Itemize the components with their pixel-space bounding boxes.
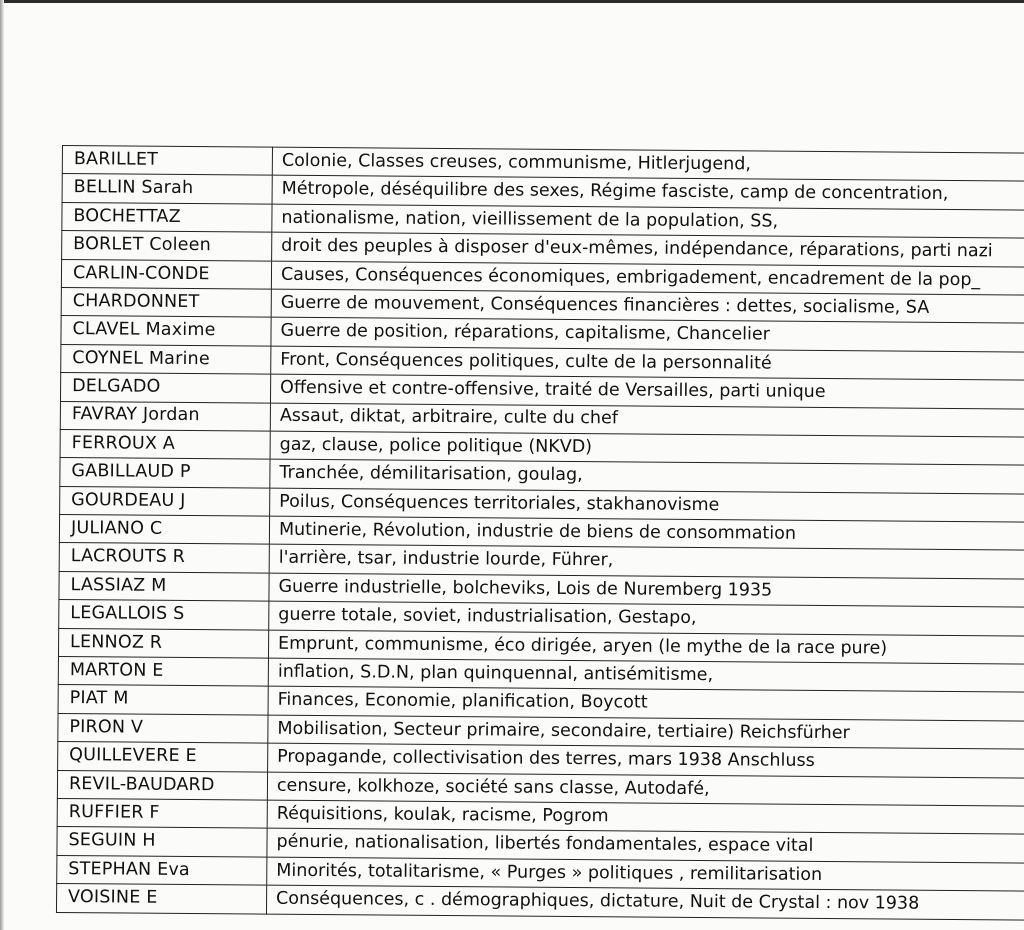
vocabulary-terms-cell: censure, kolkhoze, société sans classe, Autodafé, [267, 772, 1024, 806]
student-name-cell: CARLIN-CONDE [61, 259, 271, 289]
student-name-cell: QUILLEVERE E [58, 742, 268, 772]
student-name-cell: LENNOZ R [58, 628, 268, 658]
vocabulary-terms-cell: droit des peuples à disposer d'eux-mêmes, indépendance, réparations, parti nazi [272, 232, 1024, 266]
vocabulary-terms-cell: Mutinerie, Révolution, industrie de biens de consommation [269, 516, 1024, 550]
vocabulary-terms-cell: Causes, Conséquences économiques, embrigadement, encadrement de la pop_ [271, 261, 1024, 295]
vocabulary-terms-cell: Poilus, Conséquences territoriales, stakhanovisme [270, 488, 1024, 522]
student-name-cell: FERROUX A [60, 429, 270, 459]
student-name-cell: COYNEL Marine [61, 344, 271, 374]
student-name-cell: FAVRAY Jordan [60, 401, 270, 431]
vocabulary-terms-cell: l'arrière, tsar, industrie lourde, Führer, [269, 545, 1024, 579]
vocabulary-terms-cell: Guerre de mouvement, Conséquences financières : dettes, socialisme, SA [271, 289, 1024, 323]
scan-left-edge [0, 0, 4, 930]
student-name-cell: CLAVEL Maxime [61, 316, 271, 346]
student-name-cell: DELGADO [60, 373, 270, 403]
vocabulary-terms-cell: guerre totale, soviet, industrialisation, Gestapo, [269, 601, 1024, 635]
vocabulary-terms-cell: pénurie, nationalisation, libertés fondamentales, espace vital [267, 829, 1024, 863]
student-name-cell: BARILLET [62, 146, 272, 176]
vocabulary-terms-cell: Réquisitions, koulak, racisme, Pogrom [267, 800, 1024, 834]
vocabulary-terms-cell: Tranchée, démilitarisation, goulag, [270, 459, 1024, 493]
student-name-cell: PIRON V [58, 713, 268, 743]
vocabulary-terms-cell: Métropole, déséquilibre des sexes, Régime fasciste, camp de concentration, [272, 176, 1024, 210]
student-name-cell: JULIANO C [59, 515, 269, 545]
vocabulary-terms-cell: inflation, S.D.N, plan quinquennal, antisémitisme, [268, 658, 1024, 692]
student-name-cell: LACROUTS R [59, 543, 269, 573]
student-name-cell: PIAT M [58, 685, 268, 715]
vocabulary-terms-cell: Mobilisation, Secteur primaire, secondaire, tertiaire) Reichsfürher [268, 715, 1024, 749]
student-name-cell: BORLET Coleen [62, 231, 272, 261]
vocabulary-terms-cell: gaz, clause, police politique (NKVD) [270, 431, 1024, 465]
student-name-cell: RUFFIER F [57, 798, 267, 828]
vocabulary-terms-cell: Offensive et contre-offensive, traité de Versailles, parti unique [270, 374, 1024, 408]
vocabulary-terms-cell: Finances, Economie, planification, Boycott [268, 687, 1024, 721]
student-name-cell: MARTON E [58, 657, 268, 687]
student-vocabulary-table [56, 145, 1024, 920]
student-name-cell: STEPHAN Eva [57, 855, 267, 885]
vocabulary-terms-cell: Guerre industrielle, bolcheviks, Lois de Nuremberg 1935 [269, 573, 1024, 607]
vocabulary-terms-cell: Propagande, collectivisation des terres, mars 1938 Anschluss [268, 743, 1024, 777]
student-name-cell: SEGUIN H [57, 827, 267, 857]
student-name-cell: CHARDONNET [61, 287, 271, 317]
vocabulary-terms-cell: Guerre de position, réparations, capitalisme, Chancelier [271, 317, 1024, 351]
student-name-cell: GOURDEAU J [60, 486, 270, 516]
student-name-cell: GABILLAUD P [60, 458, 270, 488]
table-body [56, 146, 1024, 920]
vocabulary-terms-cell: Front, Conséquences politiques, culte de la personnalité [271, 346, 1024, 380]
student-name-cell: BELLIN Sarah [62, 174, 272, 204]
vocabulary-terms-cell: Conséquences, c . démographiques, dictature, Nuit de Crystal : nov 1938 [266, 885, 1024, 919]
vocabulary-terms-cell: Minorités, totalitarisme, « Purges » politiques , remilitarisation [267, 857, 1024, 891]
student-name-cell: REVIL-BAUDARD [57, 770, 267, 800]
vocabulary-terms-cell: nationalisme, nation, vieillissement de la population, SS, [272, 204, 1024, 238]
vocabulary-terms-cell: Emprunt, communisme, éco dirigée, aryen (le mythe de la race pure) [268, 630, 1024, 664]
student-name-cell: LASSIAZ M [59, 571, 269, 601]
student-name-cell: VOISINE E [56, 884, 266, 914]
vocabulary-terms-cell: Colonie, Classes creuses, communisme, Hitlerjugend, [272, 147, 1024, 181]
student-name-cell: BOCHETTAZ [62, 202, 272, 232]
student-name-cell: LEGALLOIS S [59, 600, 269, 630]
vocabulary-terms-cell: Assaut, diktat, arbitraire, culte du chef [270, 403, 1024, 437]
